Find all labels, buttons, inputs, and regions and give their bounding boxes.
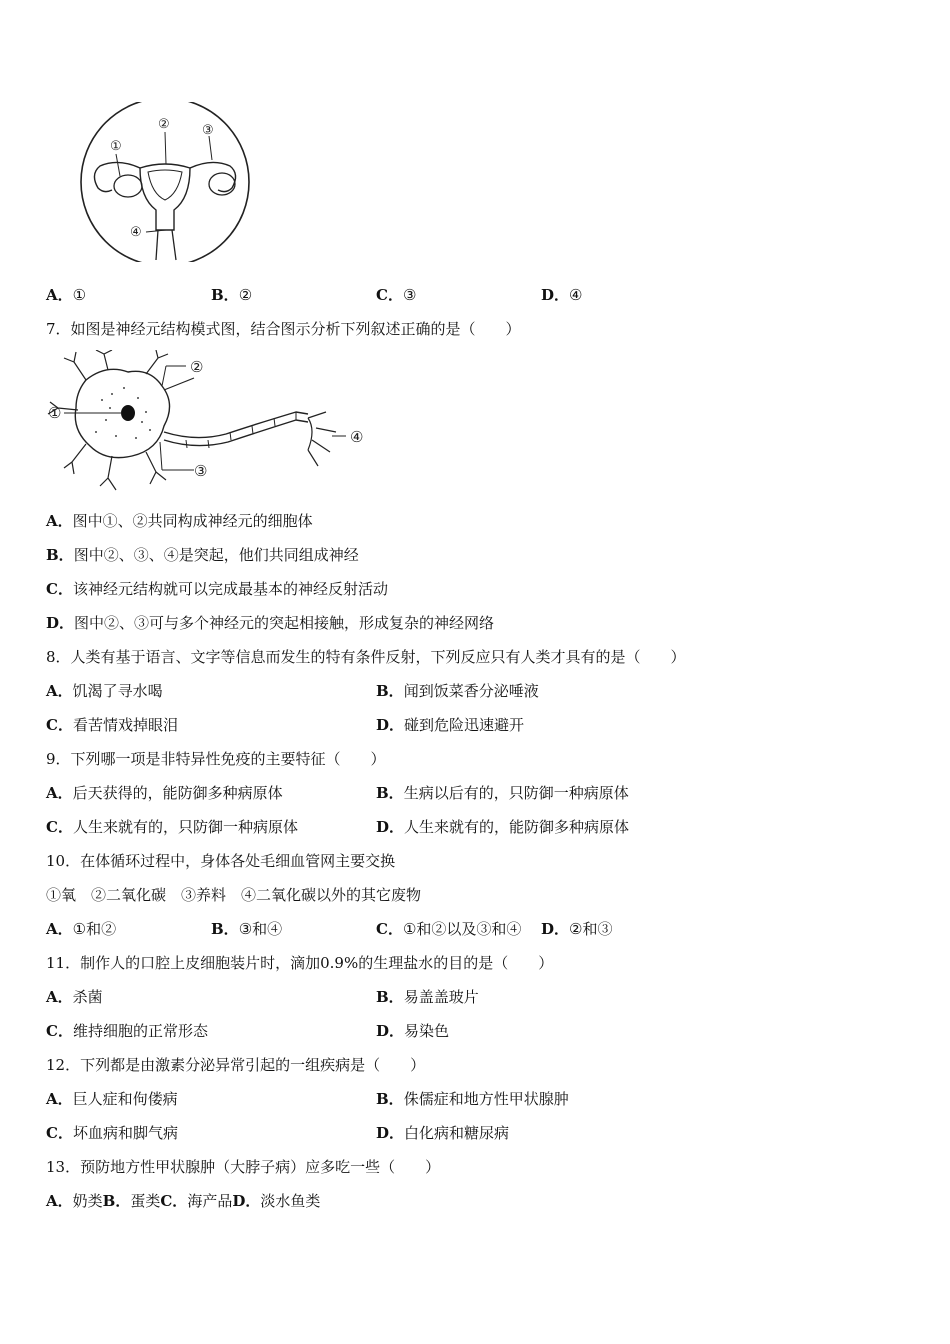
- q10-stem: 10．在体循环过程中，身体各处毛细血管网主要交换: [46, 852, 396, 870]
- q8-stem: 8．人类有基于语言、文字等信息而发生的特有条件反射，下列反应只有人类才具有的是（ ）: [46, 648, 686, 666]
- nucleus: [121, 405, 135, 421]
- q8-option-a[interactable]: A．饥渴了寻水喝: [46, 682, 163, 700]
- q13-option-d[interactable]: D．淡水鱼类: [232, 1192, 321, 1210]
- q12-option-c[interactable]: C．坏血病和脚气病: [46, 1124, 178, 1142]
- q6-option-b[interactable]: B．②: [211, 286, 253, 304]
- q9-option-d[interactable]: D．人生来就有的，能防御多种病原体: [376, 818, 630, 836]
- fig-label-3: ③: [202, 123, 214, 138]
- q10-option-d[interactable]: D．②和③: [541, 920, 613, 938]
- q12-option-a[interactable]: A．巨人症和佝偻病: [46, 1090, 178, 1108]
- q13-stem: 13．预防地方性甲状腺肿（大脖子病）应多吃一些（ ）: [46, 1158, 441, 1176]
- q11-stem: 11．制作人的口腔上皮细胞装片时，滴加0.9%的生理盐水的目的是（ ）: [46, 954, 554, 972]
- q8-option-b[interactable]: B．闻到饭菜香分泌唾液: [376, 682, 539, 700]
- q8-option-d[interactable]: D．碰到危险迅速避开: [376, 716, 525, 734]
- q9-option-b[interactable]: B．生病以后有的，只防御一种病原体: [376, 784, 629, 802]
- q13-option-a[interactable]: A．奶类: [46, 1192, 103, 1210]
- q10-items: ①氧 ②二氧化碳 ③养料 ④二氧化碳以外的其它废物: [46, 886, 422, 904]
- fig-label-2: ②: [158, 117, 170, 132]
- q7-option-b[interactable]: B．图中②、③、④是突起，他们共同组成神经: [46, 546, 359, 564]
- q9-stem: 9．下列哪一项是非特异性免疫的主要特征（ ）: [46, 750, 386, 768]
- q7-option-d[interactable]: D．图中②、③可与多个神经元的突起相接触，形成复杂的神经网络: [46, 614, 495, 632]
- neuron-label-3: ③: [194, 462, 208, 480]
- q6-option-d[interactable]: D．④: [541, 286, 583, 304]
- q9-option-a[interactable]: A．后天获得的，能防御多种病原体: [46, 784, 283, 802]
- q13-option-b[interactable]: B．蛋类: [102, 1192, 161, 1210]
- left-ovary: [114, 175, 142, 197]
- q13-options: [46, 1191, 320, 1211]
- q11-option-a[interactable]: A．杀菌: [46, 988, 103, 1006]
- q8-option-c[interactable]: C．看苦情戏掉眼泪: [46, 716, 178, 734]
- q6-option-a[interactable]: A．①: [46, 286, 87, 304]
- q11-option-b[interactable]: B．易盖盖玻片: [376, 988, 479, 1006]
- q7-option-c[interactable]: C．该神经元结构就可以完成最基本的神经反射活动: [46, 580, 388, 598]
- q13-option-c[interactable]: C．海产品: [160, 1192, 233, 1210]
- q10-option-b[interactable]: B．③和④: [211, 920, 283, 938]
- fig-label-1: ①: [110, 139, 122, 154]
- q12-option-d[interactable]: D．白化病和糖尿病: [376, 1124, 510, 1142]
- uterus-shape: [140, 164, 190, 230]
- neuron-label-1: ①: [48, 404, 62, 422]
- neuron-label-2: ②: [190, 358, 204, 376]
- q12-option-b[interactable]: B．侏儒症和地方性甲状腺肿: [376, 1090, 569, 1108]
- q6-option-c[interactable]: C．③: [376, 286, 417, 304]
- axon-terminal: [308, 412, 336, 466]
- q10-option-c[interactable]: C．①和②以及③和④: [376, 920, 522, 938]
- reproductive-system-figure: [78, 102, 258, 262]
- q11-option-d[interactable]: D．易染色: [376, 1022, 450, 1040]
- neuron-figure: [46, 350, 376, 496]
- q12-stem: 12．下列都是由激素分泌异常引起的一组疾病是（ ）: [46, 1056, 426, 1074]
- q9-option-c[interactable]: C．人生来就有的，只防御一种病原体: [46, 818, 298, 836]
- q11-option-c[interactable]: C．维持细胞的正常形态: [46, 1022, 208, 1040]
- fig-label-4: ④: [130, 225, 142, 240]
- neuron-label-4: ④: [350, 428, 364, 446]
- q7-option-a[interactable]: A．图中①、②共同构成神经元的细胞体: [46, 512, 313, 530]
- q10-option-a[interactable]: A．①和②: [46, 920, 117, 938]
- q7-stem: 7．如图是神经元结构模式图，结合图示分析下列叙述正确的是（ ）: [46, 320, 521, 338]
